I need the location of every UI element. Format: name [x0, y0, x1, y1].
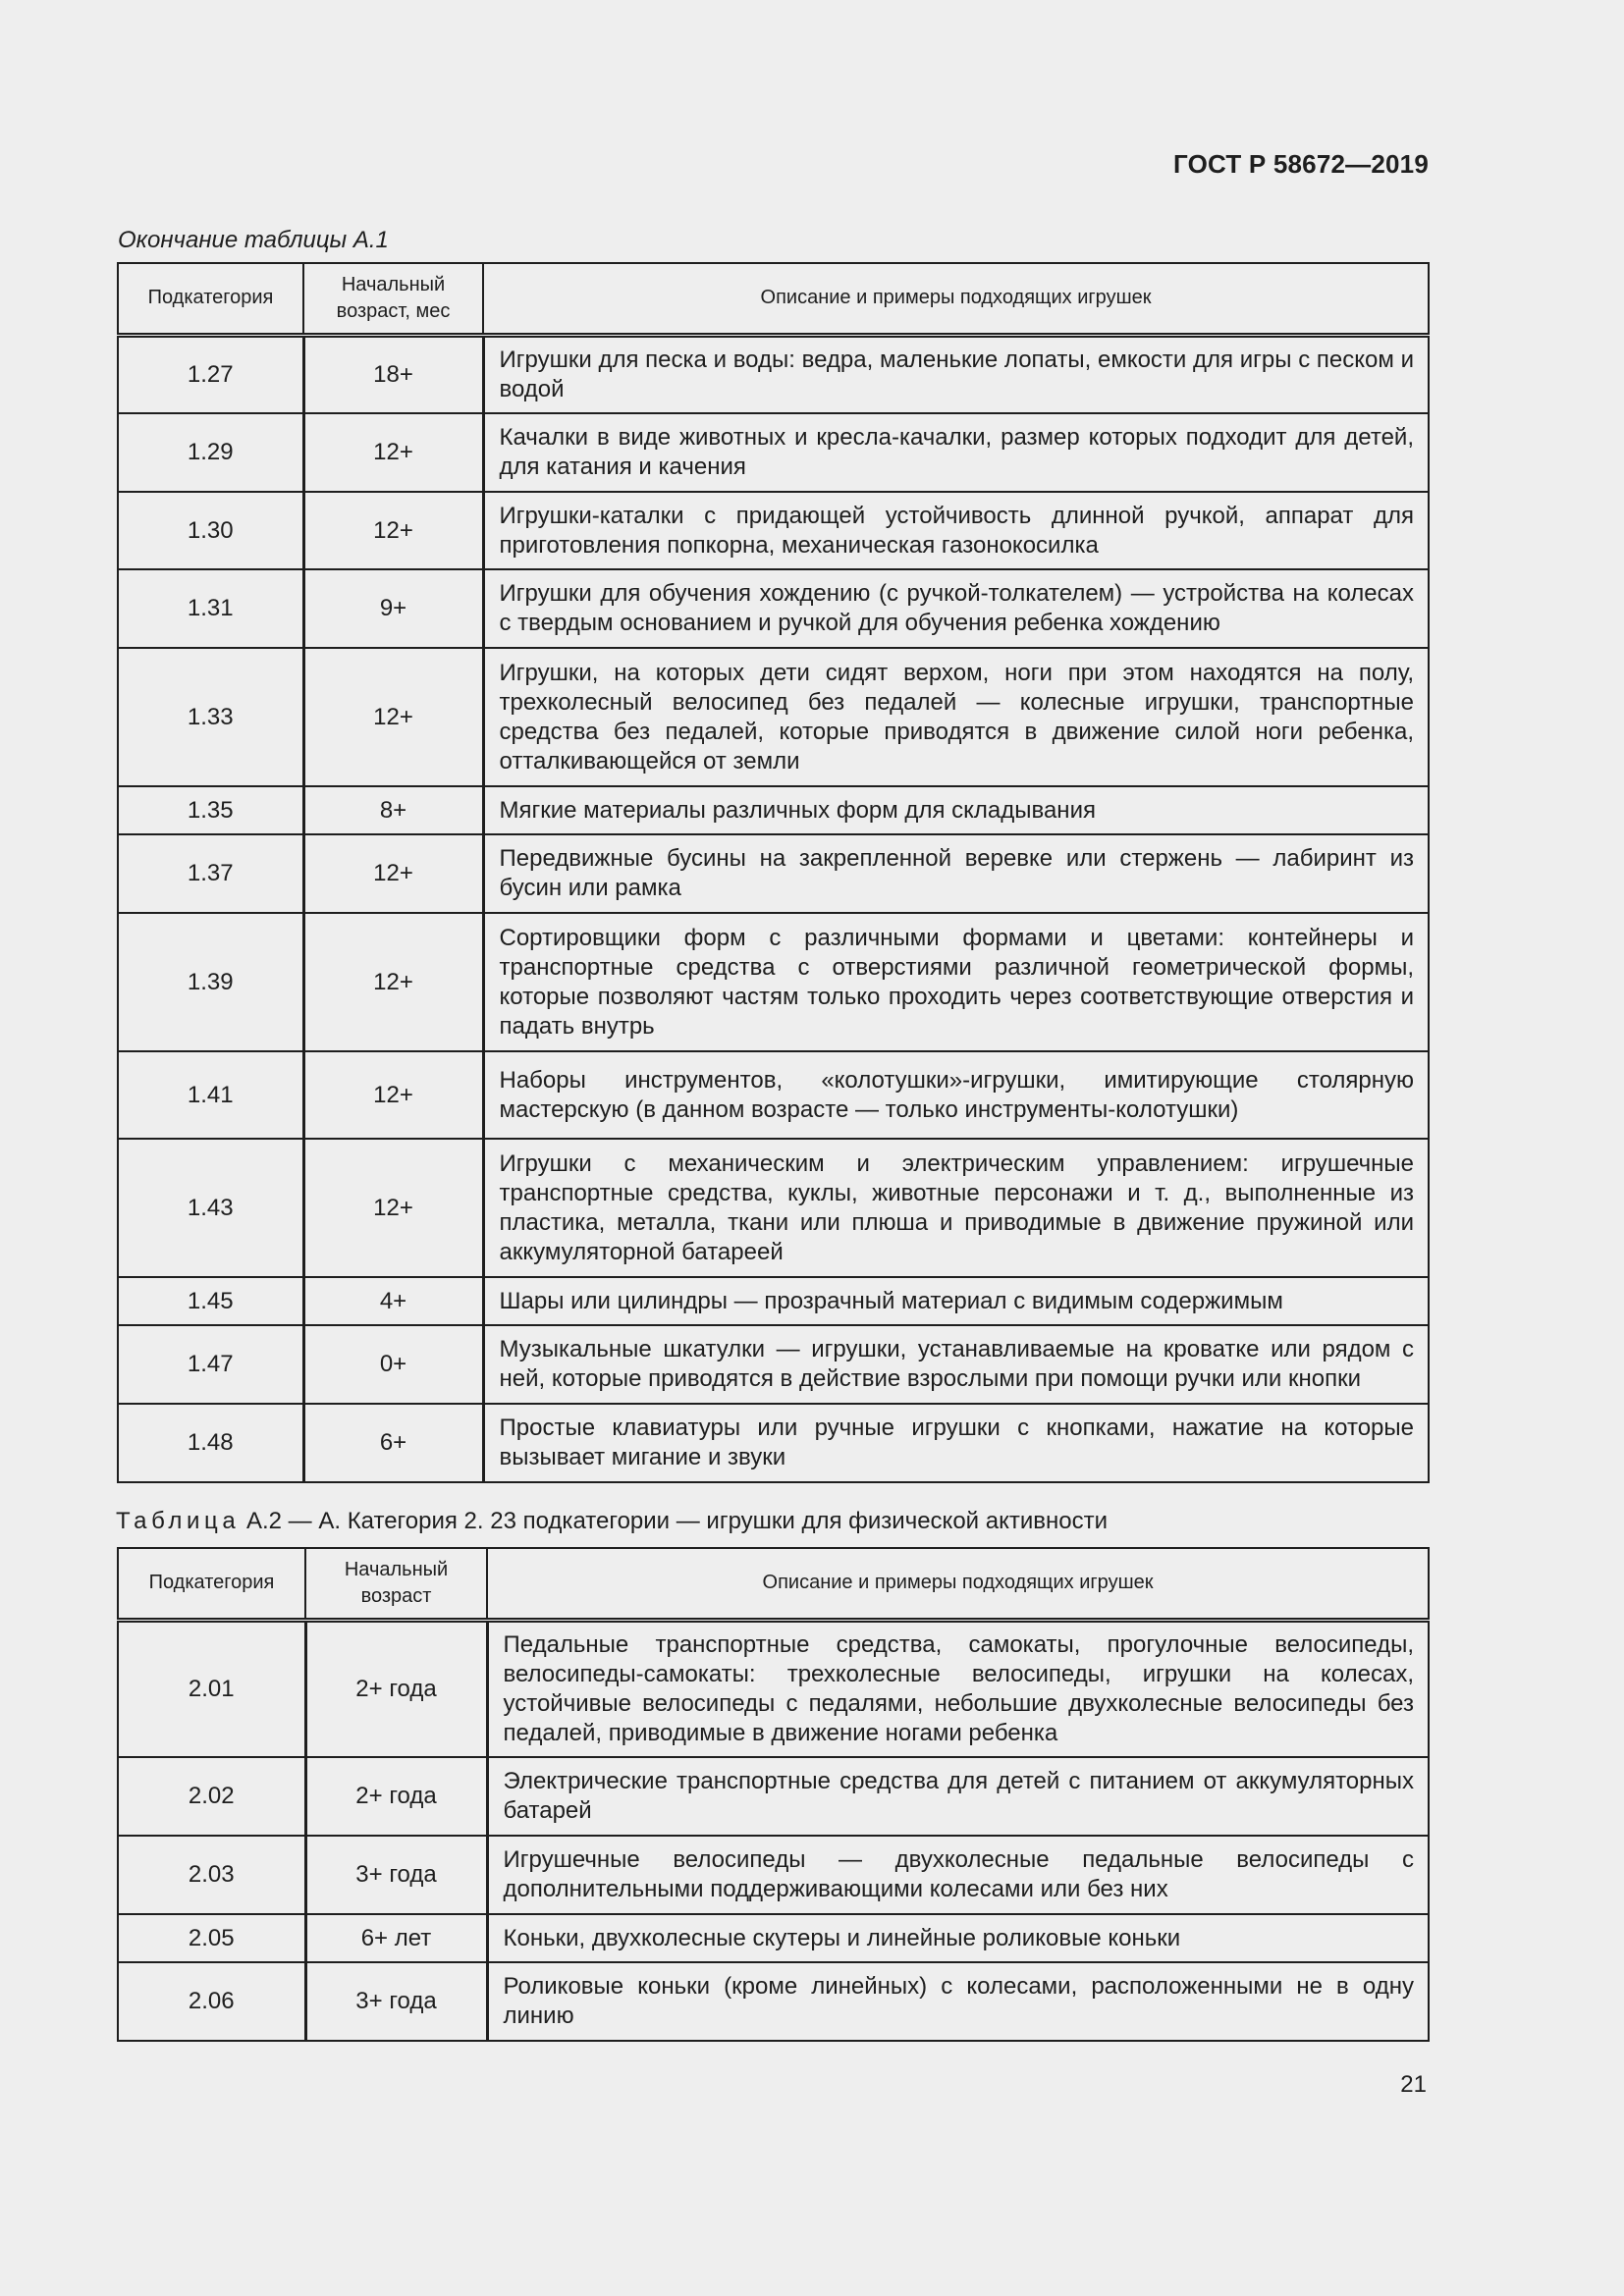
- age-cell: 12+: [303, 492, 483, 569]
- col-header-subcategory: Подкатегория: [118, 1548, 305, 1620]
- description-cell: Передвижные бусины на закрепленной веревке или стержень — лабиринт из бусин или рамка: [483, 834, 1429, 913]
- subcategory-cell: 1.35: [118, 786, 303, 834]
- description-cell: Игрушки с механическим и электрическим управлением: игрушечные транспортные средства, куклы, животные персонажи и т. д., выполненные из пластика, металла, ткани или плюша и приводимые в движение пружиной или аккумуляторной батареей: [483, 1139, 1429, 1277]
- age-cell: 2+ года: [305, 1757, 487, 1836]
- age-cell: 12+: [303, 834, 483, 913]
- description-cell: Простые клавиатуры или ручные игрушки с кнопками, нажатие на которые вызывает мигание и звуки: [483, 1404, 1429, 1482]
- table2-caption-text: А.2 — А. Категория 2. 23 подкатегории — игрушки для физической активности: [245, 1508, 1109, 1534]
- description-cell: Наборы инструментов, «колотушки»-игрушки, имитирующие столярную мастерскую (в данном возрасте — только инструменты-колотушки): [483, 1051, 1429, 1139]
- subcategory-cell: 1.30: [118, 492, 303, 569]
- table-row: [118, 413, 1429, 492]
- table-row: [118, 335, 1429, 413]
- table-row: [118, 1325, 1429, 1404]
- table-row: [118, 1051, 1429, 1139]
- table-a1-continuation: [117, 262, 1430, 1483]
- age-cell: 4+: [303, 1277, 483, 1325]
- standard-designation: ГОСТ Р 58672—2019: [1173, 149, 1429, 179]
- table-row: [118, 1757, 1429, 1836]
- table-row: [118, 1914, 1429, 1962]
- age-cell: 6+: [303, 1404, 483, 1482]
- description-cell: Игрушки-каталки с придающей устойчивость длинной ручкой, аппарат для приготовления попкорна, механическая газонокосилка: [483, 492, 1429, 569]
- age-cell: 12+: [303, 648, 483, 786]
- subcategory-cell: 1.33: [118, 648, 303, 786]
- age-cell: 6+ лет: [305, 1914, 487, 1962]
- subcategory-cell: 2.01: [118, 1620, 305, 1757]
- table-row: [118, 1139, 1429, 1277]
- age-cell: 2+ года: [305, 1620, 487, 1757]
- description-cell: Игрушки, на которых дети сидят верхом, ноги при этом находятся на полу, трехколесный велосипед без педалей — колесные игрушки, транспортные средства без педалей, которые приводятся в движение силой ноги ребенка, отталкивающейся от земли: [483, 648, 1429, 786]
- description-cell: Качалки в виде животных и кресла-качалки, размер которых подходит для детей, для катания и качения: [483, 413, 1429, 492]
- table-row: [118, 1836, 1429, 1914]
- subcategory-cell: 1.45: [118, 1277, 303, 1325]
- description-cell: Шары или цилиндры — прозрачный материал с видимым содержимым: [483, 1277, 1429, 1325]
- description-cell: Игрушки для песка и воды: ведра, маленькие лопаты, емкости для игры с песком и водой: [483, 335, 1429, 413]
- age-cell: 0+: [303, 1325, 483, 1404]
- subcategory-cell: 1.27: [118, 335, 303, 413]
- subcategory-cell: 1.43: [118, 1139, 303, 1277]
- col-header-age: Начальный возраст: [305, 1548, 487, 1620]
- table-row: [118, 648, 1429, 786]
- table-row: [118, 1620, 1429, 1757]
- description-cell: Игрушки для обучения хождению (с ручкой-толкателем) — устройства на колесах с твердым основанием и ручкой для обучения ребенка хождению: [483, 569, 1429, 648]
- age-cell: 3+ года: [305, 1962, 487, 2041]
- table2-caption-label: Таблица: [116, 1508, 241, 1534]
- subcategory-cell: 1.48: [118, 1404, 303, 1482]
- description-cell: Музыкальные шкатулки — игрушки, устанавливаемые на кроватке или рядом с ней, которые приводятся в действие взрослыми при помощи ручки или кнопки: [483, 1325, 1429, 1404]
- table-row: [118, 834, 1429, 913]
- col-header-description: Описание и примеры подходящих игрушек: [487, 1548, 1429, 1620]
- age-cell: 3+ года: [305, 1836, 487, 1914]
- description-cell: Коньки, двухколесные скутеры и линейные роликовые коньки: [487, 1914, 1429, 1962]
- subcategory-cell: 1.47: [118, 1325, 303, 1404]
- age-cell: 12+: [303, 1051, 483, 1139]
- table1-caption: Окончание таблицы А.1: [118, 227, 389, 253]
- description-cell: Игрушечные велосипеды — двухколесные педальные велосипеды с дополнительными поддерживающими колесами или без них: [487, 1836, 1429, 1914]
- subcategory-cell: 2.02: [118, 1757, 305, 1836]
- table-row: [118, 913, 1429, 1051]
- subcategory-cell: 2.03: [118, 1836, 305, 1914]
- description-cell: Электрические транспортные средства для детей с питанием от аккумуляторных батарей: [487, 1757, 1429, 1836]
- table-row: [118, 492, 1429, 569]
- description-cell: Педальные транспортные средства, самокаты, прогулочные велосипеды, велосипеды-самокаты: трехколесные велосипеды, игрушки на колесах, устойчивые велосипеды с педалями, небольшие двухколесные велосипеды без педалей, приводимые в движение ногами ребенка: [487, 1620, 1429, 1757]
- age-cell: 9+: [303, 569, 483, 648]
- table-row: [118, 1962, 1429, 2041]
- table-row: [118, 1277, 1429, 1325]
- page-number: 21: [1400, 2071, 1427, 2098]
- table-row: [118, 786, 1429, 834]
- table-row: [118, 569, 1429, 648]
- age-cell: 12+: [303, 913, 483, 1051]
- table-a2: [117, 1547, 1430, 2042]
- subcategory-cell: 1.29: [118, 413, 303, 492]
- age-cell: 18+: [303, 335, 483, 413]
- age-cell: 12+: [303, 1139, 483, 1277]
- age-cell: 8+: [303, 786, 483, 834]
- subcategory-cell: 2.05: [118, 1914, 305, 1962]
- col-header-age: Начальный возраст, мес: [303, 263, 483, 335]
- description-cell: Мягкие материалы различных форм для складывания: [483, 786, 1429, 834]
- table2-caption: [116, 1508, 1108, 1535]
- description-cell: Роликовые коньки (кроме линейных) с колесами, расположенными не в одну линию: [487, 1962, 1429, 2041]
- description-cell: Сортировщики форм с различными формами и цветами: контейнеры и транспортные средства с отверстиями различной геометрической формы, которые позволяют частям только проходить через соответствующие отверстия и падать внутрь: [483, 913, 1429, 1051]
- subcategory-cell: 1.39: [118, 913, 303, 1051]
- subcategory-cell: 1.41: [118, 1051, 303, 1139]
- subcategory-cell: 1.31: [118, 569, 303, 648]
- subcategory-cell: 2.06: [118, 1962, 305, 2041]
- col-header-subcategory: Подкатегория: [118, 263, 303, 335]
- table-row: [118, 1404, 1429, 1482]
- subcategory-cell: 1.37: [118, 834, 303, 913]
- col-header-description: Описание и примеры подходящих игрушек: [483, 263, 1429, 335]
- age-cell: 12+: [303, 413, 483, 492]
